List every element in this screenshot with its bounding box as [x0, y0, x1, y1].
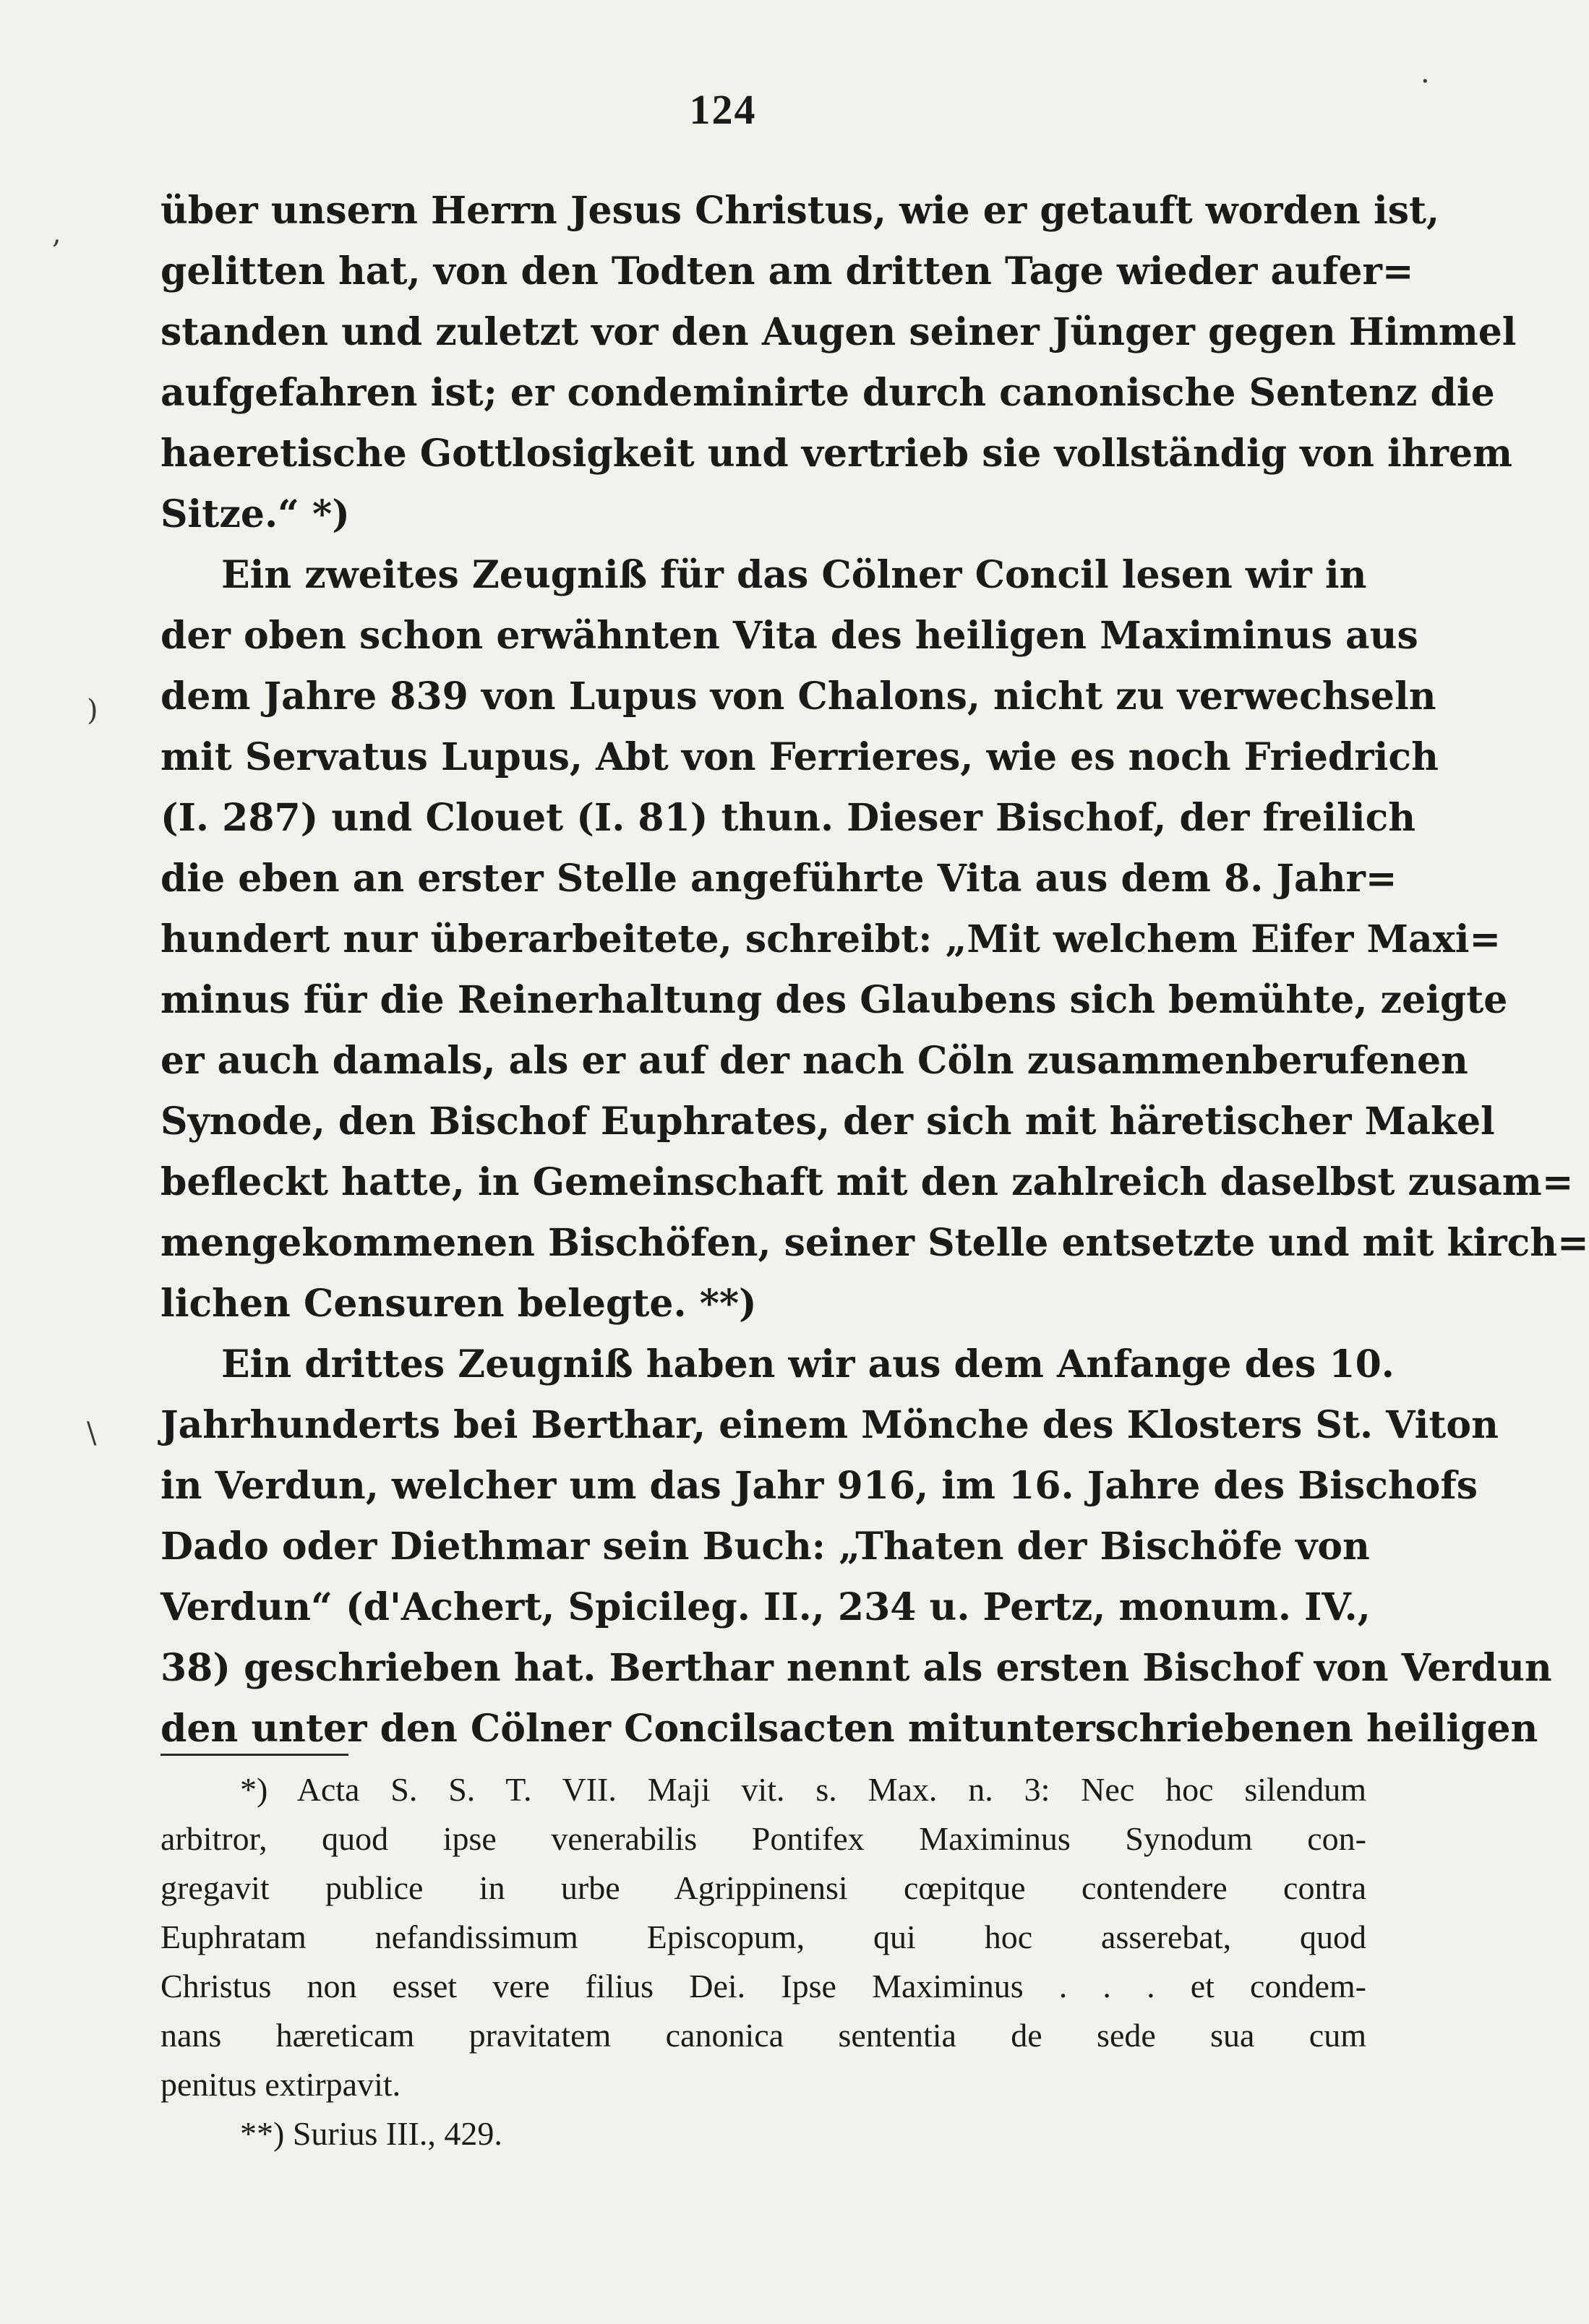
margin-mark: · — [1421, 65, 1430, 98]
footnote-divider — [160, 1754, 348, 1756]
footnote-line: Euphratam nefandissimum Episcopum, qui hoc asserebat, quod — [160, 1918, 1366, 1955]
text-line: der oben schon erwähnten Vita des heiligen Maximinus aus — [160, 614, 1418, 658]
margin-mark: , — [52, 217, 61, 250]
text-line: den unter den Cölner Concilsacten mitunterschriebenen heiligen — [160, 1707, 1538, 1751]
text-line: lichen Censuren belegte. **) — [160, 1282, 757, 1326]
text-line: 38) geschrieben hat. Berthar nennt als ersten Bischof von Verdun — [160, 1646, 1552, 1690]
text-line: minus für die Reinerhaltung des Glaubens sich bemühte, zeigte — [160, 978, 1508, 1022]
margin-mark: ) — [87, 694, 98, 727]
footnote-line: arbitror, quod ipse venerabilis Pontifex Maximinus Synodum con- — [160, 1820, 1366, 1857]
text-line: Verdun“ (d'Achert, Spicileg. II., 234 u. Pertz, monum. IV., — [160, 1585, 1371, 1629]
text-line: Synode, den Bischof Euphrates, der sich mit häretischer Makel — [160, 1099, 1495, 1144]
page-number: 124 — [689, 86, 757, 133]
footnotes — [160, 1765, 1366, 2158]
text-line: Sitze.“ *) — [160, 492, 350, 536]
footnote-line: *) Acta S. S. T. VII. Maji vit. s. Max. n. 3: Nec hoc silendum — [240, 1771, 1366, 1808]
text-line: über unsern Herrn Jesus Christus, wie er getauft worden ist, — [160, 189, 1440, 233]
text-line: standen und zuletzt vor den Augen seiner Jünger gegen Himmel — [160, 310, 1517, 354]
text-line: Jahrhunderts bei Berthar, einem Mönche des Klosters St. Viton — [160, 1403, 1499, 1447]
text-line: haeretische Gottlosigkeit und vertrieb sie vollständig von ihrem — [160, 432, 1513, 476]
footnote-line: nans hæreticam pravitatem canonica sententia de sede sua cum — [160, 2017, 1366, 2054]
text-line: (I. 287) und Clouet (I. 81) thun. Dieser Bischof, der freilich — [160, 796, 1416, 840]
footnote-line: **) Surius III., 429. — [240, 2115, 502, 2152]
text-line: gelitten hat, von den Todten am dritten Tage wieder aufer= — [160, 249, 1414, 293]
text-line: Dado oder Diethmar sein Buch: „Thaten der Bischöfe von — [160, 1525, 1370, 1569]
margin-mark: \ — [87, 1417, 97, 1450]
text-line: in Verdun, welcher um das Jahr 916, im 16. Jahre des Bischofs — [160, 1464, 1478, 1508]
body-text — [160, 181, 1589, 1759]
text-line: die eben an erster Stelle angeführte Vita aus dem 8. Jahr= — [160, 857, 1397, 901]
text-line: mengekommenen Bischöfen, seiner Stelle entsetzte und mit kirch= — [160, 1221, 1589, 1265]
text-line: dem Jahre 839 von Lupus von Chalons, nicht zu verwechseln — [160, 674, 1436, 719]
footnote-line: gregavit publice in urbe Agrippinensi cœpitque contendere contra — [160, 1869, 1366, 1906]
text-line: hundert nur überarbeitete, schreibt: „Mit welchem Eifer Maxi= — [160, 917, 1502, 961]
text-line: Ein drittes Zeugniß haben wir aus dem Anfange des 10. — [221, 1342, 1395, 1386]
text-line: aufgefahren ist; er condeminirte durch canonische Sentenz die — [160, 371, 1495, 415]
text-line: befleckt hatte, in Gemeinschaft mit den zahlreich daselbst zusam= — [160, 1160, 1574, 1204]
text-line: mit Servatus Lupus, Abt von Ferrieres, wie es noch Friedrich — [160, 735, 1439, 779]
footnote-line: penitus extirpavit. — [160, 2066, 401, 2103]
text-line: er auch damals, als er auf der nach Cöln zusammenberufenen — [160, 1039, 1468, 1083]
footnote-line: Christus non esset vere filius Dei. Ipse Maximinus . . . et condem- — [160, 1968, 1366, 2004]
text-line: Ein zweites Zeugniß für das Cölner Concil lesen wir in — [221, 553, 1367, 597]
